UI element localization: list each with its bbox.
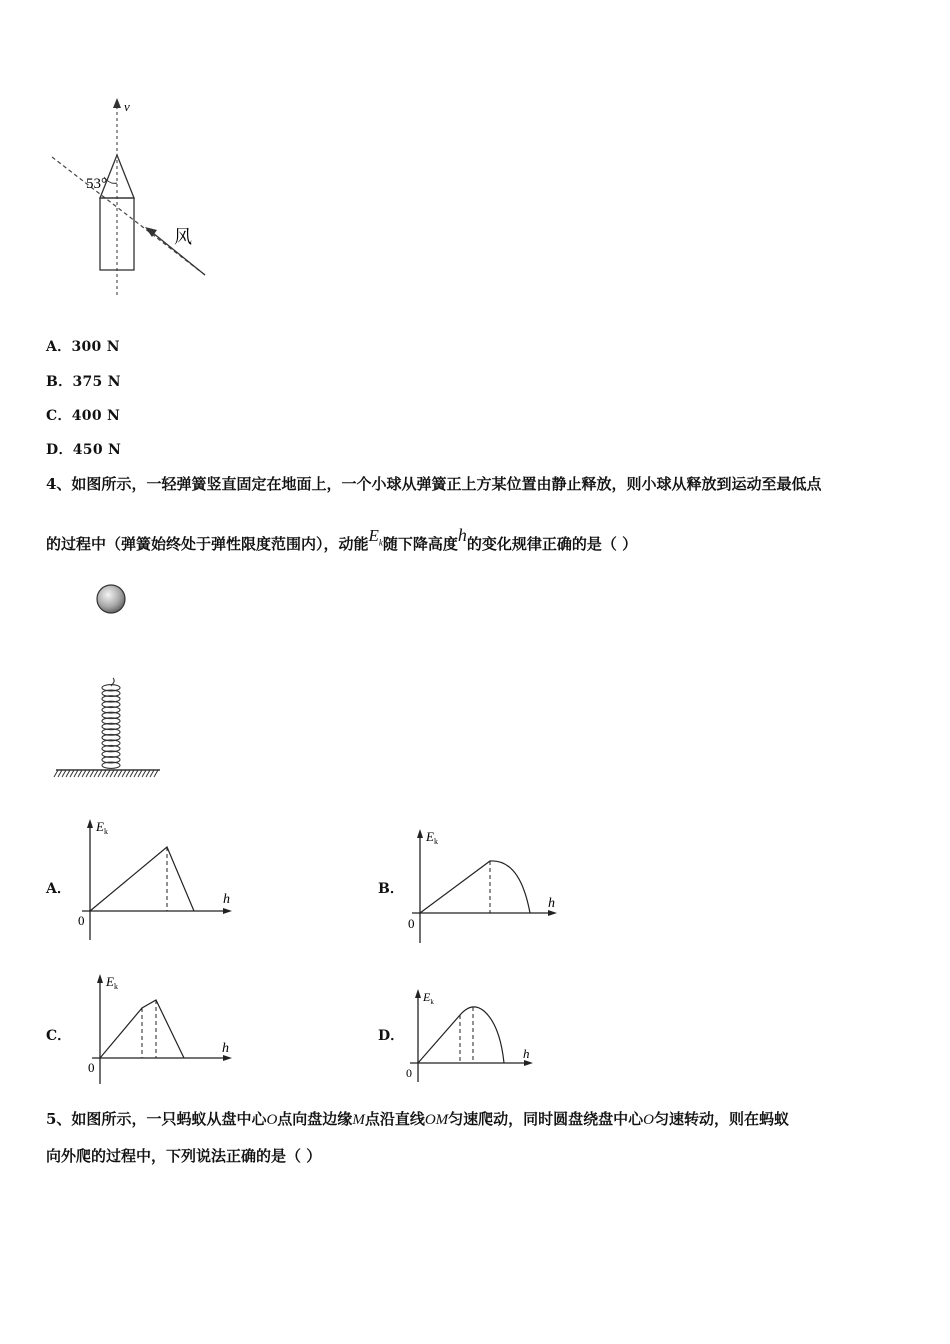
hatch-line [134,770,138,777]
hatch-line [106,770,110,777]
y-arrowhead [417,829,423,838]
graph-a-letter[interactable]: A． [46,881,71,897]
ek-curve [420,861,530,913]
option-a[interactable]: A．300 N [46,339,120,355]
y-label: $E_k$ [96,819,108,836]
hatch-line [114,770,118,777]
spring [102,678,120,768]
hatch-line [74,770,78,777]
hatch-line [142,770,146,777]
ek-symbol: $E_k$ [368,526,383,548]
x-label: h [548,896,555,911]
graph-c-letter[interactable]: C． [46,1028,72,1044]
hatch-line [130,770,134,777]
hatch-line [58,770,62,777]
hatch-line [90,770,94,777]
option-d[interactable]: D．450 N [46,442,122,458]
hatch-line [138,770,142,777]
h-symbol: h [457,525,467,545]
graph-d-letter[interactable]: D． [378,1028,405,1044]
hatch-line [118,770,122,777]
x-label: h [223,892,230,907]
hatch-line [66,770,70,777]
y-arrowhead [415,989,421,998]
hatch-line [150,770,154,777]
ground-hatching [54,770,158,777]
y-arrowhead [87,819,93,828]
hatch-line [86,770,90,777]
hatch-line [54,770,58,777]
ball [97,585,125,613]
origin-label: 0 [88,1060,95,1075]
y-label: $E_k$ [423,990,434,1006]
ek-curve [418,1007,504,1063]
origin-label: 0 [406,1066,412,1080]
graph-b[interactable] [402,825,567,947]
hatch-line [146,770,150,777]
graph-b-letter[interactable]: B． [378,881,404,897]
question-5-line1: 5、如图所示，一只蚂蚁从盘中心O点向盘边缘M点沿直线OM匀速爬动，同时圆盘绕盘中心O匀速转动，则在蚂蚁 [46,1110,790,1128]
origin-label: 0 [408,916,415,931]
hatch-line [110,770,114,777]
hatch-line [102,770,106,777]
axis-arrowhead [113,98,121,108]
option-c[interactable]: C．400 N [46,408,121,424]
graph-c[interactable] [82,970,242,1088]
question-4-line2: 的过程中（弹簧始终处于弹性限度范围内），动能$E_k$随下降高度h的变化规律正确的是（ ） [46,525,638,553]
y-label: $E_k$ [426,829,438,846]
wind-force-figure [40,95,220,300]
hatch-line [70,770,74,777]
hatch-line [62,770,66,777]
ek-curve [90,847,194,911]
wind-label: 风 [174,227,192,247]
hatch-line [122,770,126,777]
hatch-line [82,770,86,777]
x-label: h [222,1041,229,1056]
x-arrowhead [223,908,232,914]
hatch-line [154,770,158,777]
ball-spring-figure [52,580,167,780]
hatch-line [78,770,82,777]
graph-d[interactable] [400,985,545,1085]
origin-label: 0 [78,913,85,928]
x-label: h [523,1046,530,1061]
hatch-line [98,770,102,777]
y-arrowhead [97,974,103,983]
question-5-line2: 向外爬的过程中，下列说法正确的是（ ） [46,1147,322,1165]
y-label: $E_k$ [106,974,118,991]
hatch-line [94,770,98,777]
axis-label-v: v [124,99,130,114]
option-b[interactable]: B．375 N [46,374,121,390]
angle-label: 53° [86,176,107,192]
question-4-line1: 4、如图所示，一轻弹簧竖直固定在地面上，一个小球从弹簧正上方某位置由静止释放，则小球从释放到运动至最低点 [46,475,822,493]
hatch-line [126,770,130,777]
graph-a[interactable] [72,815,242,943]
